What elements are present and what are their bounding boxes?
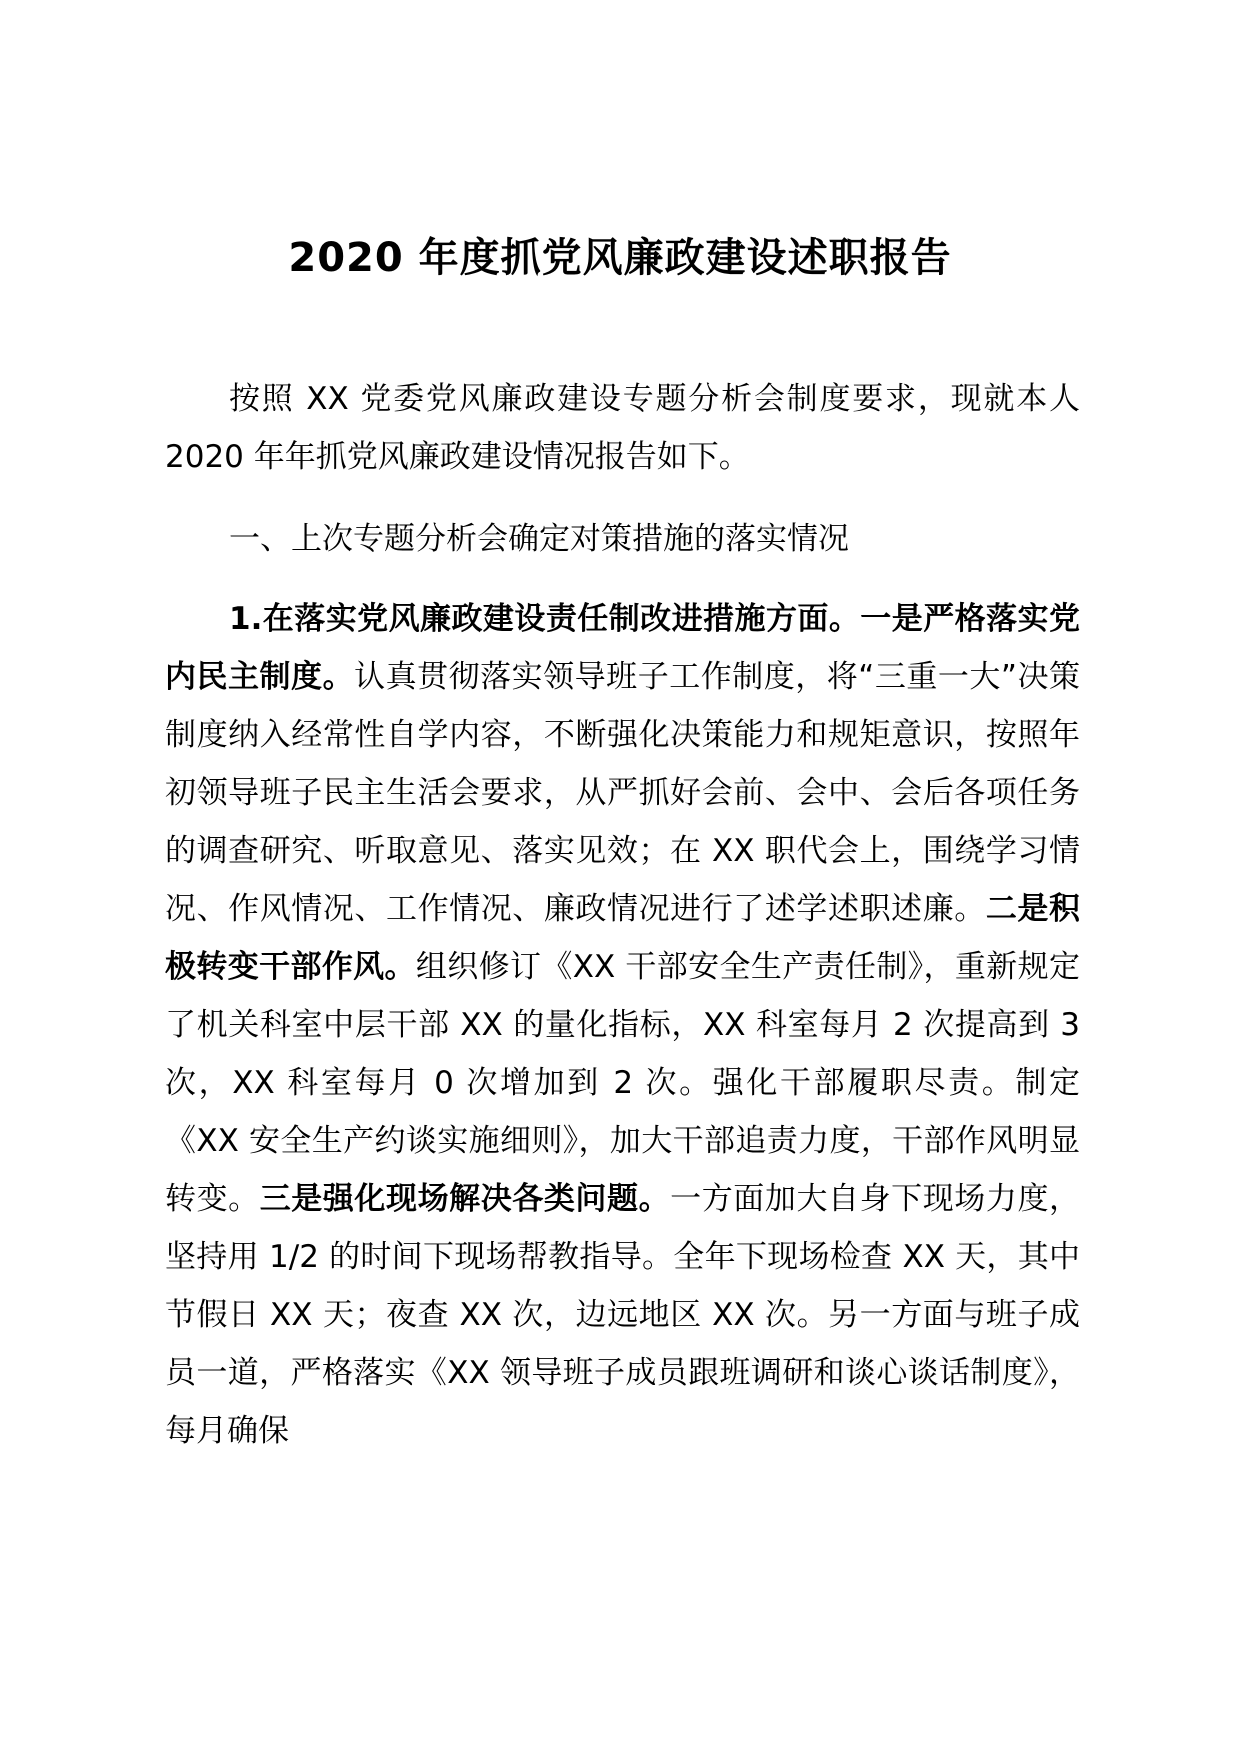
item-1-paragraph [165,590,1080,1460]
item-1-text-2: 组织修订《XX 干部安全生产责任制》，重新规定了机关科室中层干部 XX 的量化指标，XX 科室每月 2 次提高到 3 次，XX 科室每月 0 次增加到 2 次。强化干部履职尽责。制定《XX 安全生产约谈实施细则》，加大干部追责力度，干部作风明显转变。 [165,949,1080,1217]
item-1-bold-2: 二是积极转变干部作风。 [165,891,1081,985]
intro-paragraph: 按照 XX 党委党风廉政建设专题分析会制度要求，现就本人 2020 年年抓党风廉政建设情况报告如下。 [165,381,1080,475]
item-1-text-3: 一方面加大自身下现场力度，坚持用 1/2 的时间下现场帮教指导。全年下现场检查 XX 天，其中节假日 XX 天；夜查 XX 次，边远地区 XX 次。另一方面与班子成员一道，严格落实《XX 领导班子成员跟班调研和谈心谈话制度》，每月确保 [165,1181,1081,1449]
item-1-text-1: 认真贯彻落实领导班子工作制度，将“三重一大”决策制度纳入经常性自学内容，不断强化决策能力和规矩意识，按照年初领导班子民主生活会要求，从严抓好会前、会中、会后各项任务的调查研究、听取意见、落实见效；在 XX 职代会上，围绕学习情况、作风情况、工作情况、廉政情况进行了述学述职述廉。 [165,659,1080,927]
item-1-lead-bold: 1.在落实党风廉政建设责任制改进措施方面。一是严格落实党内民主制度。 [165,601,1080,695]
item-1-bold-3: 三是强化现场解决各类问题。 [259,1181,671,1217]
section-heading: 一、上次专题分析会确定对策措施的落实情况 [229,521,849,557]
document-title: 2020 年度抓党风廉政建设述职报告 [288,235,952,281]
